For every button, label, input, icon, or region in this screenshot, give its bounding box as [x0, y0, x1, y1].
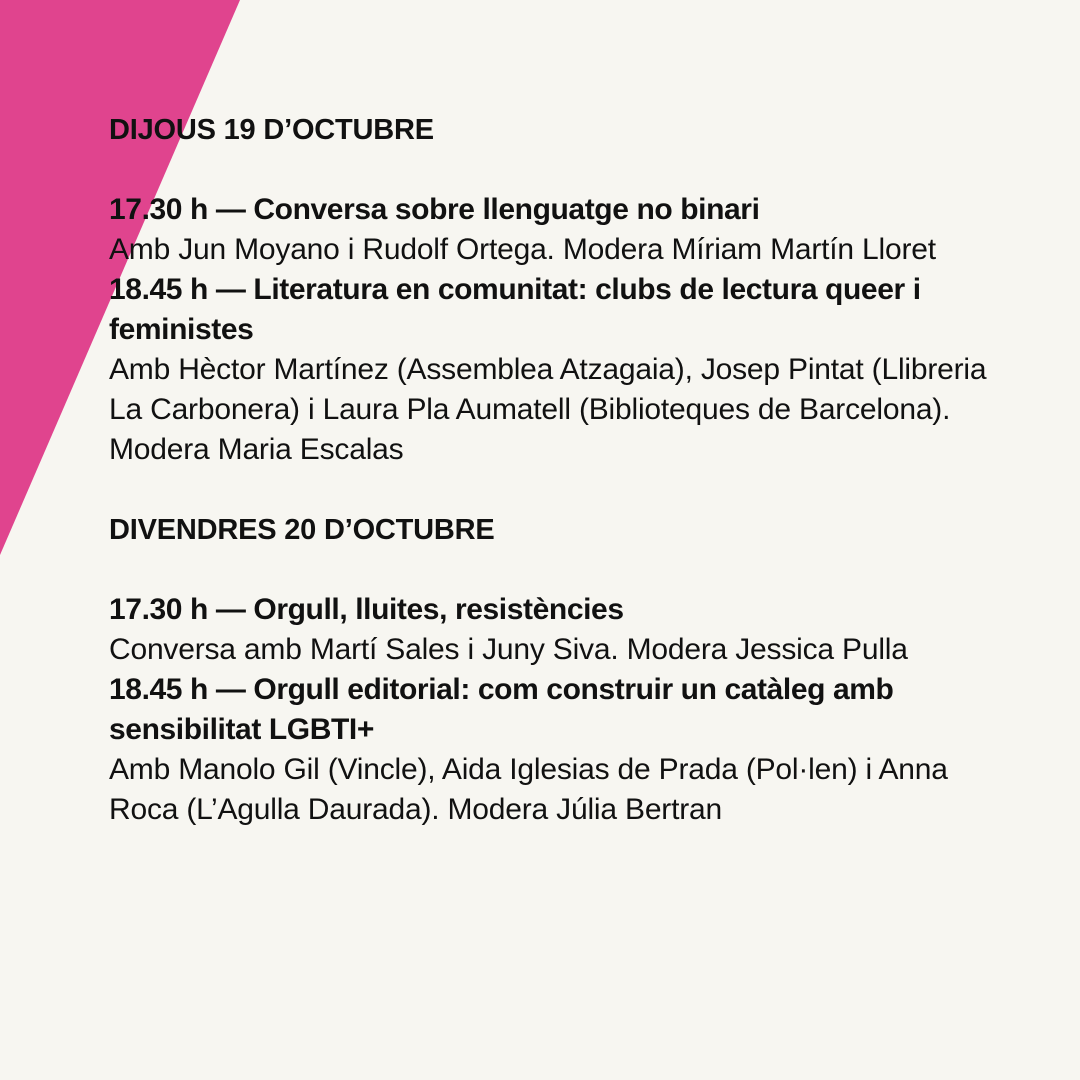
event-item — [109, 270, 1009, 470]
event-title: 17.30 h — Orgull, lluites, resistències — [109, 593, 624, 626]
event-description: Conversa amb Martí Sales i Juny Siva. Modera Jessica Pulla — [109, 633, 908, 666]
event-description: Amb Jun Moyano i Rudolf Ortega. Modera Míriam Martín Lloret — [109, 233, 936, 266]
event-description: Amb Manolo Gil (Vincle), Aida Iglesias de Prada (Pol·len) i Anna Roca (L’Agulla Daurada). Modera Júlia Bertran — [109, 753, 948, 826]
event-item — [109, 670, 1009, 830]
day-heading-thursday: DIJOUS 19 D’OCTUBRE — [109, 114, 434, 146]
event-description: Amb Hèctor Martínez (Assemblea Atzagaia), Josep Pintat (Llibreria La Carbonera) i Laura Pla Aumatell (Biblioteques de Barcelona). Modera Maria Escalas — [109, 353, 987, 466]
events-list-thursday — [109, 190, 1009, 470]
event-title: 17.30 h — Conversa sobre llenguatge no binari — [109, 193, 760, 226]
events-list-friday — [109, 590, 1009, 830]
day-block-thursday — [109, 110, 1009, 470]
event-title: 18.45 h — Orgull editorial: com construir un catàleg amb sensibilitat LGBTI+ — [109, 673, 894, 746]
day-heading-friday: DIVENDRES 20 D’OCTUBRE — [109, 514, 495, 546]
event-item — [109, 590, 1009, 670]
event-title: 18.45 h — Literatura en comunitat: clubs de lectura queer i feministes — [109, 273, 921, 346]
program-schedule — [109, 110, 1009, 830]
event-item — [109, 190, 1009, 270]
day-block-friday — [109, 510, 1009, 830]
